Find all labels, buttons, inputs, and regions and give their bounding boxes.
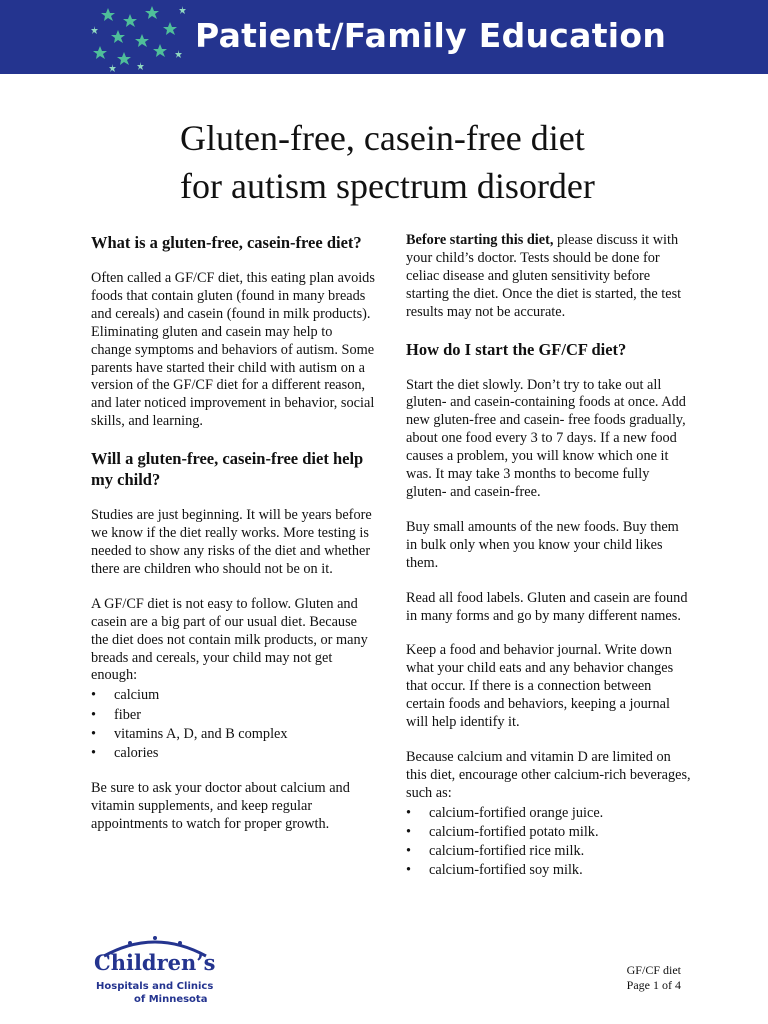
logo-subtitle-2: of Minnesota [134, 994, 208, 1005]
childrens-hospital-logo [94, 934, 224, 1006]
paragraph-calcium: Because calcium and vitamin D are limited on this diet, encourage other calcium-rich beverages, such as: [406, 748, 691, 801]
paragraph-read-labels: Read all food labels. Gluten and casein are found in many forms and go by many different names. [406, 589, 688, 624]
title-line-2: for autism spectrum disorder [180, 166, 595, 206]
list-item: • vitamins A, D, and B complex [91, 726, 376, 744]
title-line-1: Gluten-free, casein-free diet [180, 118, 585, 158]
intro-text: please discuss it with your child’s doctor. Tests should be done for celiac disease and gluten sensitivity before starting the diet. Once the diet is started, the test results may not be accurate. [406, 232, 682, 320]
logo-name: Children’s [94, 950, 216, 975]
section-heading-will-it-help: Will a gluten-free, casein-free diet help my child? [91, 449, 364, 490]
left-column [91, 232, 376, 851]
banner-title: Patient/Family Education [195, 16, 667, 55]
list-item: • fiber [91, 707, 376, 725]
nutrient-list [91, 687, 376, 763]
list-item: • calcium-fortified potato milk. [406, 824, 691, 842]
list-item: • calcium-fortified orange juice. [406, 805, 691, 823]
page-footer [627, 963, 681, 993]
section-heading-how-to-start: How do I start the GF/CF diet? [406, 339, 627, 359]
paragraph-journal: Keep a food and behavior journal. Write down what your child eats and any behavior changes that occur. If there is a connection between certain foods and behaviors, keeping a journal will help identify it. [406, 642, 674, 731]
header-banner [0, 0, 768, 74]
list-item: • calcium-fortified soy milk. [406, 862, 691, 880]
page-number: Page 1 of 4 [626, 978, 681, 992]
document-title [180, 114, 740, 210]
paragraph-before-starting [406, 232, 691, 322]
beverage-list [406, 805, 691, 881]
list-item: • calories [91, 745, 376, 763]
star-pattern-graphic [0, 0, 200, 74]
paragraph-studies: Studies are just beginning. It will be years before we know if the diet really works. More testing is needed to show any risks of the diet and whether there are children who should not be on it. [91, 507, 372, 577]
paragraph-start-slowly: Start the diet slowly. Don’t try to take out all gluten- and casein-containing foods at once. Add new gluten-free and casein- free foods gradually, about one food every 3 to 7 days. If a new food causes a problem, you will know which one it was. It may take 3 months to become fully gluten- and casein-free. [406, 376, 686, 500]
paragraph-supplements: Be sure to ask your doctor about calcium and vitamin supplements, and keep regular appointments to watch for proper growth. [91, 779, 350, 832]
bold-lead-in: Before starting this diet, [406, 232, 554, 248]
logo-subtitle-1: Hospitals and Clinics [96, 981, 214, 992]
footer-doc-code: GF/CF diet [626, 963, 681, 977]
paragraph-not-easy: A GF/CF diet is not easy to follow. Gluten and casein are a big part of our usual diet. Because the diet does not contain milk products, or many breads and cereals, your child may not get enough: [91, 595, 368, 684]
section-heading-what-is: What is a gluten-free, casein-free diet? [91, 233, 362, 252]
list-item: • calcium-fortified rice milk. [406, 843, 691, 861]
paragraph-what-is: Often called a GF/CF diet, this eating plan avoids foods that contain gluten (found in many breads and cereals) and casein (found in milk products). Eliminating gluten and casein may help to change symptoms and behaviors of autism. Some parents have started their child with autism on a version of the GF/CF diet for a different reason, and later noticed improvement in behavior, social skills, and learning. [91, 270, 375, 430]
list-item: • calcium [91, 687, 376, 705]
right-column [406, 232, 691, 897]
paragraph-buy-small: Buy small amounts of the new foods. Buy them in bulk only when you know your child likes them. [406, 518, 679, 571]
